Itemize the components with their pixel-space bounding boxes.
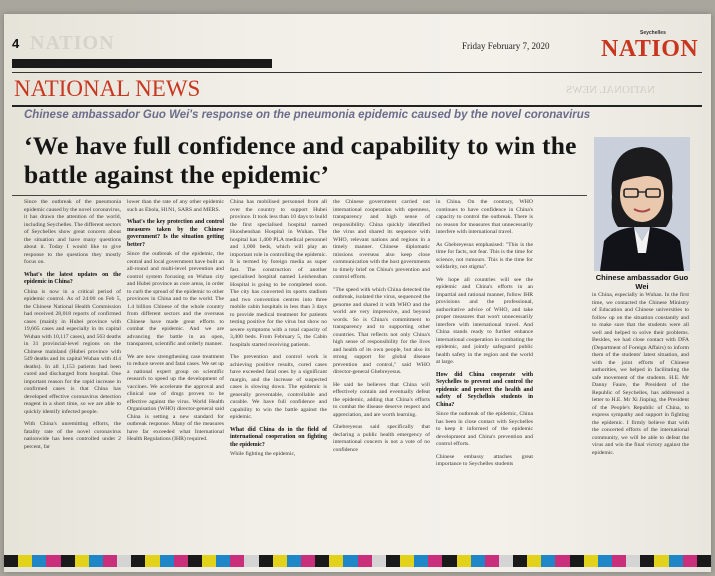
paragraph: The prevention and control work is achieving positive results, cured cases have exceeded fatal ones by a significant margin, and the increase of suspected cases is slowing down. The epidemic is generally preventable, controllable and curable. We have full confidence and capability to win the battle against the epidemic. <box>230 354 327 420</box>
color-swatch <box>46 555 60 567</box>
issue-date: Friday February 7, 2020 <box>462 41 550 51</box>
color-swatch <box>541 555 555 567</box>
color-swatch <box>372 555 386 567</box>
section-rule <box>12 105 702 107</box>
color-swatch <box>612 555 626 567</box>
article-column-6 <box>592 292 689 564</box>
page-number: 4 <box>12 36 20 51</box>
color-swatch <box>626 555 640 567</box>
color-swatch <box>697 555 711 567</box>
article-column-4 <box>333 199 430 564</box>
paragraph: lower than the rate of any other epidemic such as Ebola, H1N1, SARS and MERS. <box>127 199 224 213</box>
color-swatch <box>683 555 697 567</box>
color-swatch <box>654 555 668 567</box>
paragraph: Chinese embassy attaches great importance to Seychelles students <box>436 453 533 467</box>
paragraph: As Ghebreyesus emphasised: "This is the time for facts, not fear. This is the time for science, not rumours. This is the time for solidarity, not stigma". <box>436 241 533 270</box>
color-swatch <box>131 555 145 567</box>
paragraph: Since the outbreak of the epidemic, the central and local government have built an all-round and multi-level prevention and control system focusing on Wuhan city and Hubei province as core areas, in order to curb the spread of the epidemic to other provinces in China and to the world. The 1.4 billion Chinese of the whole country from different sectors and the overseas Chinese have made great efforts to combat the epidemic. And we are advancing the battle in an open, transparent, scientific and orderly manner. <box>127 251 224 347</box>
color-swatch <box>188 555 202 567</box>
paragraph: China has mobilised personnel from all over the country to support Hubei province. It took less than 10 days to build the first specialised hospital named Huoshenshan Hospital in Wuhan. The hospital has 1,400 PLA medical personnel and 1,000 beds, which will play an important role in controlling the epidemic. It is termed by foreign media as super fast. The construction of another specialised hospital named Leishenshan Hospital is going to be completed soon. The city has converted its sports stadium and two convention centres into three mobile cabin hospitals in less than 3 days to provide medical treatment for patients testing positive for the virus but show no severe symptoms with a total capacity of 3,400 beds. From February 5, the Cabin hospitals started receiving patients. <box>230 199 327 348</box>
color-swatch <box>442 555 456 567</box>
subheading: What's the latest updates on the epidemic in China? <box>24 271 121 285</box>
color-swatch <box>457 555 471 567</box>
newspaper-page <box>4 14 711 572</box>
paragraph: Since the outbreak of the pneumonia epidemic caused by the novel coronavirus, it has drawn the attention of the world, including Seychelles. The different sectors of Seychelles show great concern about the situation and have many questions about it. Today I would like to give response to the questions they mostly focus on. <box>24 199 121 265</box>
color-swatch <box>485 555 499 567</box>
paragraph: Since the outbreak of the epidemic, China has been in close contact with Seychelles to keep it informed of the epidemic development and China's prevention and control efforts. <box>436 411 533 447</box>
color-swatch <box>640 555 654 567</box>
print-color-bar <box>4 555 711 567</box>
ambassador-photo <box>594 137 690 271</box>
masthead-tag: Seychelles <box>640 30 666 36</box>
color-swatch <box>570 555 584 567</box>
color-swatch <box>32 555 46 567</box>
color-swatch <box>358 555 372 567</box>
color-swatch <box>400 555 414 567</box>
ghost-section-title: NATIONAL NEWS <box>566 84 656 96</box>
paragraph: in China. On the contrary, WHO continues to have confidence in China's capacity to control the outbreak. There is no reason for measures that unnecessarily interfere with international travel. <box>436 199 533 235</box>
color-swatch <box>386 555 400 567</box>
body-rule <box>12 195 587 196</box>
paragraph: in China, especially in Wuhan. In the first time, we contacted the Chinese Ministry of Education and Chinese universities to follow up on the situation constantly and to make sure that the students were all well and helped to solve their problems. Besides, we had close contact with DFA (Department of Foreign Affairs) to inform them of the students' latest situation, and with the joint efforts of Chinese authorities, we helped in facilitating the safe movement of the students. H.E. Mr Danny Faure, the President of the Republic of Seychelles, has addressed a letter to H.E. Mr Xi Jinping, the President of the People's Republic of China, to express sympathy and support in fighting the epidemic. I firmly believe that with the concerted efforts of the international community, we will be able to defeat the virus and win the final victory against the epidemic. <box>592 292 689 456</box>
color-swatch <box>202 555 216 567</box>
article-column-2 <box>127 199 224 564</box>
color-swatch <box>329 555 343 567</box>
color-swatch <box>230 555 244 567</box>
paragraph: the Chinese government carried out international cooperation with openness, transparency and high sense of responsibility. China quickly identified the virus and shared its sequence with WHO, relevant nations and regions in a timely manner. Chinese diplomatic missions overseas also keep close communication with the host governments to timely brief on China's prevention and control efforts. <box>333 199 430 280</box>
color-swatch <box>555 555 569 567</box>
subheading: What did China do in the field of international cooperation on fighting the epidemic? <box>230 426 327 448</box>
color-swatch <box>75 555 89 567</box>
color-swatch <box>160 555 174 567</box>
color-swatch <box>244 555 258 567</box>
paragraph: We hope all countries will see the epidemic and China's efforts in an impartial and rational manner, follow IHR provisions and the professional, authoritative advice of WHO, and take proper measures that won't unnecessarily interfere with international travel. And China stands ready to further enhance international cooperation in combating the epidemic, and jointly safeguard public health safety in the region and the world at large. <box>436 276 533 365</box>
color-swatch <box>513 555 527 567</box>
color-swatch <box>174 555 188 567</box>
color-swatch <box>499 555 513 567</box>
paragraph: While fighting the epidemic, <box>230 451 296 457</box>
header-bar <box>12 59 272 68</box>
color-swatch <box>598 555 612 567</box>
paragraph: Ghebreyesus said specifically that declaring a public health emergency of international concern is not a vote of no confidence <box>333 424 430 453</box>
color-swatch <box>273 555 287 567</box>
color-swatch <box>301 555 315 567</box>
color-swatch <box>103 555 117 567</box>
color-swatch <box>428 555 442 567</box>
color-swatch <box>145 555 159 567</box>
color-swatch <box>669 555 683 567</box>
subheading: What's the key protection and control measures taken by the Chinese government? Is the situation getting better? <box>127 219 224 248</box>
section-title: NATIONAL NEWS <box>14 76 201 101</box>
color-swatch <box>117 555 131 567</box>
paragraph: China is now in a critical period of epidemic control. As of 24:00 on Feb 5, the Chinese National Health Commission had received 28,018 reports of confirmed cases (mainly in Hubei province with 19,665 cases and especially in its capital Wuhan with 10,117 cases), and 563 deaths in 31 provincial-level regions on the Chinese mainland (Hubei province with 549 deaths and its capital Wuhan with 414 deaths). In all 1,153 patients had been cured and discharged from hospital. One important reason for the rapid increase in confirmed cases is that China has developed effective coronavirus detection reagent in a short time, so we are able to quickly identify infected people. <box>24 288 121 415</box>
color-swatch <box>259 555 273 567</box>
color-swatch <box>527 555 541 567</box>
article-column-3 <box>230 199 327 564</box>
color-swatch <box>216 555 230 567</box>
color-swatch <box>584 555 598 567</box>
masthead-logo: NATION <box>601 36 699 62</box>
color-swatch <box>315 555 329 567</box>
article-kicker: Chinese ambassador Guo Wei's response on the pneumonia epidemic caused by the novel coronavirus <box>24 109 591 121</box>
article-column-5 <box>436 199 533 564</box>
color-swatch <box>18 555 32 567</box>
subheading: How did China cooperate with Seychelles to prevent and control the epidemic and protect the health and safety of Seychellois students in China? <box>436 371 533 408</box>
color-swatch <box>4 555 18 567</box>
paragraph: We are now strengthening case treatment to reduce severe and fatal cases. We set up a national expert group on scientific research to speed up the development of vaccines. We accelerate the approval and clinical use of drugs proven to be effective against the virus. World Health Organisation (WHO) director-general said China is setting a new standard for outbreak response. Many of the measures have far exceeded what International Health Regulations (IHR) required. <box>127 353 224 442</box>
paragraph: He said he believes that China will effectively contain and eventually defeat the epidemic, adding that China's efforts to combat the disease deserve respect and appreciation, and are worth learning. <box>333 381 430 418</box>
article-headline: ‘We have full confidence and capability to win the battle against the epidemic’ <box>24 131 577 189</box>
color-swatch <box>343 555 357 567</box>
photo-caption: Chinese ambassador Guo Wei <box>595 273 689 291</box>
color-swatch <box>287 555 301 567</box>
color-swatch <box>471 555 485 567</box>
article-column-1 <box>24 199 121 564</box>
color-swatch <box>61 555 75 567</box>
portrait-image <box>594 137 690 271</box>
paragraph: "The speed with which China detected the outbreak, isolated the virus, sequenced the genome and shared it with WHO and the world are very impressive, and beyond words. So is China's commitment to transparency and to supporting other countries. That reflects not only China's high sense of responsibility for the lives and health of its own people, but also its strong support for global disease prevention and control," said WHO director-general Ghebreyesus. <box>333 286 430 375</box>
ghost-masthead: NATION <box>30 32 115 54</box>
color-swatch <box>414 555 428 567</box>
header-rule <box>12 72 702 73</box>
paragraph: With China's unremitting efforts, the fatality rate of the novel coronavirus nationwide has been controlled under 2 percent, far <box>24 421 121 450</box>
color-swatch <box>89 555 103 567</box>
